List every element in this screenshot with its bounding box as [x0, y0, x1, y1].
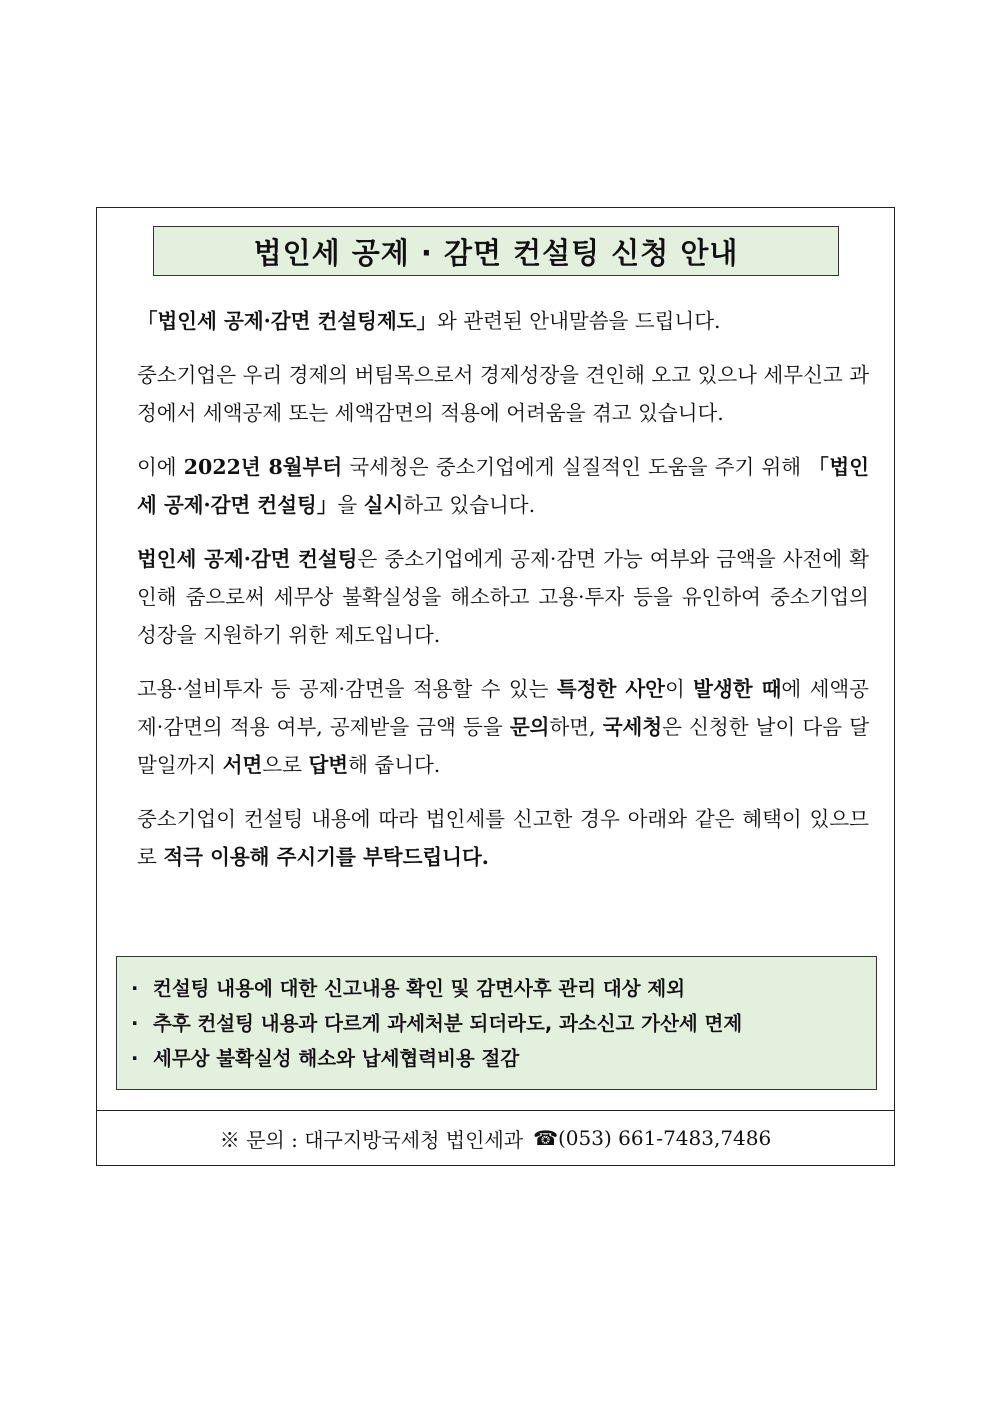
benefit-item: · 세무상 불확실성 해소와 납세협력비용 절감: [131, 1041, 876, 1076]
benefits-box: [116, 956, 877, 1090]
paragraph-intro: 「법인세 공제·감면 컨설팅제도」와 관련된 안내말씀을 드립니다.: [137, 309, 721, 333]
notice-body: [137, 302, 869, 892]
benefit-item: · 컨설팅 내용에 대한 신고내용 확인 및 감면사후 관리 대상 제외: [131, 971, 876, 1006]
paragraph-procedure: 고용·설비투자 등 공제·감면을 적용할 수 있는 특정한 사안이 발생한 때에 세액공제·감면의 적용 여부, 공제받을 금액 등을 문의하면, 국세청은 신청한 날이 다음 달 말일까지 서면으로 답변해 줍니다.: [137, 677, 869, 777]
program-name: 「법인세 공제·감면 컨설팅제도」: [137, 309, 438, 333]
start-date: 2022년 8월부터: [183, 455, 343, 479]
title-box: [153, 226, 839, 276]
paragraph-description: 법인세 공제·감면 컨설팅은 중소기업에게 공제·감면 가능 여부와 금액을 사전에 확인해 줌으로써 세무상 불확실성을 해소하고 고용·투자 등을 유인하여 중소기업의 성장을 지원하기 위한 제도입니다.: [137, 547, 869, 647]
bullet-icon: ·: [131, 977, 139, 1000]
page-title: 법인세 공제 · 감면 컨설팅 신청 안내: [253, 235, 739, 270]
contact-info: [97, 1110, 894, 1166]
phone-number: (053) 661-7483,7486: [558, 1126, 772, 1150]
phone-icon: ☎: [533, 1126, 558, 1150]
paragraph-request: 중소기업이 컨설팅 내용에 따라 법인세를 신고한 경우 아래와 같은 혜택이 있으므로 적극 이용해 주시기를 부탁드립니다.: [137, 807, 869, 869]
contact-label: ※ 문의 : 대구지방국세청 법인세과: [219, 1127, 524, 1152]
paragraph-start-date: 이에 2022년 8월부터 국세청은 중소기업에게 실질적인 도움을 주기 위해 「법인세 공제·감면 컨설팅」을 실시하고 있습니다.: [137, 455, 870, 517]
paragraph-background: 중소기업은 우리 경제의 버팀목으로서 경제성장을 견인해 오고 있으나 세무신고 과정에서 세액공제 또는 세액감면의 적용에 어려움을 겪고 있습니다.: [137, 363, 869, 425]
notice-frame: [96, 207, 895, 1166]
bullet-icon: ·: [131, 1012, 139, 1035]
bullet-icon: ·: [131, 1047, 139, 1070]
benefit-item: · 추후 컨설팅 내용과 다르게 과세처분 되더라도, 과소신고 가산세 면제: [131, 1006, 876, 1041]
